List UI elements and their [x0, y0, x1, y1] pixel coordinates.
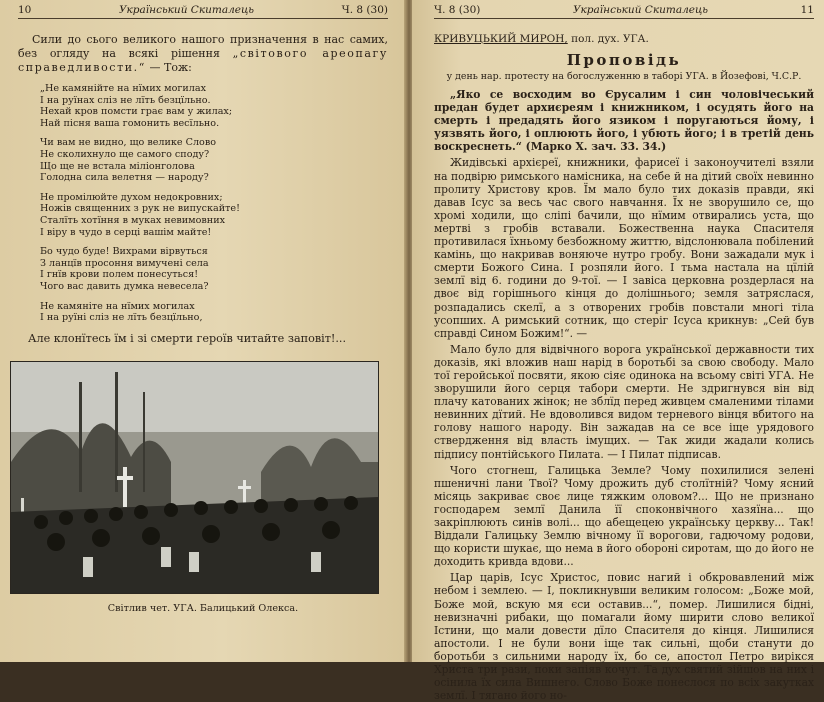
poem-line: Ножів священних з рук не випускайте! [40, 203, 240, 215]
poem-stanza [40, 301, 388, 324]
poem-line: Сталїть хотїння в муках невимовних [40, 214, 226, 226]
poem-stanza [40, 83, 388, 129]
poem-line: Що ще не встала міліонголова [40, 160, 195, 172]
left-issue-number: Ч. 8 (30) [341, 4, 388, 16]
paragraph: Мало було для відвічного ворога української державности тих доказів, які вложив наш нарід в боротьбі за свою свободу. Мало тої геройської посвяти, якою сіяє одинока на всьому світі УГА. Не зворушили його серця табори смерти. Не здригнувся він від плачу катованих жінок; не зблїд перед живцем смаленими тілами невинних дїтий. Не вдоволився видом терневого вінця вбитого на голову нашого народу. Він зажадав на се все іще урядового ствердження від власть імущих. — Так жиди жадали колись підпису понтійського Пилата. — І Пилат підписав. [434, 342, 814, 461]
poem-line: Не камяніте на нїмих могилах [40, 300, 195, 312]
sermon-body [434, 88, 814, 702]
poem-stanza [40, 137, 388, 183]
right-issue-number: Ч. 8 (30) [434, 4, 481, 16]
lead-text: Сили до сього великого нашого призначення в нас самих, без огляду на всякі рішення [18, 33, 388, 60]
poem-line: Бо чудо буде! Вихрами вірвуться [40, 246, 208, 258]
poem-line: І на руїнах сліз не лїть безцїльно. [40, 94, 211, 106]
epigraph: „Яко се восходим во Єрусалим і син чоловічеський предан будет архиєреям і книжником, і осудять його на смерть і предадять його язиком і поругаються йому, і уязвять його, і оплюють його, і убють його; і в третій день воскреснеть.“ (Марко Х. зач. 33. 34.) [434, 88, 814, 154]
poem-line: Чого вас давить думка невесела? [40, 280, 209, 292]
memorial-photo [10, 361, 379, 594]
poem-stanza [40, 246, 388, 292]
poem-line: Нехай кров помсти грає вам у жилах; [40, 106, 233, 118]
left-running-head [18, 4, 388, 19]
sermon-title: Проповідь [566, 51, 682, 69]
author-line [434, 33, 814, 45]
right-page-number: 11 [800, 4, 814, 16]
left-page-number: 10 [18, 4, 32, 16]
author-rank: пол. дух. УГА. [571, 33, 649, 45]
sermon-subtitle: у день нар. протесту на богослуженню в таборі УГА. в Йозефові, Ч.С.Р. [446, 71, 802, 82]
lead-tail: — Тож: [149, 61, 192, 74]
poem-line: Голодна сила велетня — народу? [40, 172, 209, 184]
poem-line: І на руїні сліз не лїть безцїльно, [40, 312, 203, 324]
photo-caption: Світлив чет. УГА. Балицький Олекса. [107, 603, 299, 614]
closing-line: Але клонїтесь їм і зі смерти героїв читайте заповіт!... [28, 331, 347, 345]
poem-line: Не сколихнуло ще самого споду? [40, 148, 210, 160]
author-name: КРИВУЦЬКИЙ МИРОН, [434, 33, 568, 45]
right-journal-title: Український Скиталець [572, 4, 709, 16]
poem-line: І віру в чудо в серці вашім майте! [40, 226, 212, 238]
lead-spaced-text: „світового ареопагу справедливости.“ [18, 47, 388, 74]
poem-line: Чи вам не видно, що велике Слово [40, 137, 217, 149]
poem-line: І гнїв крови полем понесуться! [40, 269, 199, 281]
lead-paragraph [18, 33, 388, 75]
memorial-photo-image [11, 362, 378, 593]
right-page [412, 0, 824, 702]
poem-line: „Не камянійте на нїмих могилах [40, 83, 207, 94]
poem-line: З ланцїв просоння вимучені села [40, 257, 209, 269]
left-journal-title: Український Скиталець [118, 4, 255, 16]
right-running-head [434, 4, 814, 19]
paragraph: Чого стогнеш, Галицька Земле? Чому похилилися зелені пшеничні лани Твої? Чому дрожить дуб столїтній? Чому ясний місяць закриває своє лице тяжким оловом?... Що не признано господарем землї Данила її споконвічного хазяїна... що закріплюють синів волі... що абещецею українську церкву... Так! Віддали Галицьку Землю вічному її ворогови, гадючому родови, що користи шукає, що нема в його обороні сиротам, що до його не доходить кривда вдови... [434, 463, 814, 569]
poem-line: Не промілюйте духом недокровних; [40, 191, 223, 203]
poem-line: Най пісня ваша гомонить весїльно. [40, 117, 220, 129]
paragraph: Жидівські архієреї, книжники, фарисеї і законоучителі взяли на подвірю римського намісника, на себе й на дітий своїх невинно пролиту Христову кров. Їм мало було тих доказів правди, які давав Ісус за весь час свого навчання. Їх не зворушило се, що хромі ходили, що сліпі бачили, що нїмим отвирались уста, що мертві з гробів вставали. Божественна наука Спасителя противилася їхньому безбожному життю, відслонювала побілений камінь, що накривав воняюче нутро гробу. Вони зажадали мук і смерти Божого Сина. І розпяли його. І тьма настала на цїлій землї від 6. години до 9-тої. — І завіса церковна роздерлася на двоє від горішнього кінця до долішнього; земля затряслася, розпадались скелї, а з отворених гробів повстали многі тіла усопших. А римський сотник, що стеріг Ісуса крикнув: „Сей був справді Сином Божим!“. — [434, 156, 814, 340]
poem [40, 83, 388, 324]
poem-stanza [40, 192, 388, 238]
paragraph: Цар царів, Ісус Христос, повис нагий і обкровавлений між небом і землею. — І, покликнувши великим голосом: „Боже мой, Боже мой, вскую мя єси оставив...“, помер. Лишилися бідні, невизначні рибаки, що помагали йому ширити слово великої Істини, що мали довести дїло Спасителя до кінця. Лишилися апостоли. І не були вони іще так сильні, щоби станути до боротьби з сильними народу їх, бо се, апостол Петро вирікся Христа три рази, поки запіяв кочут. Та дух святий зійшов на них і осінила їх сила Вишнего. Слово Боже понеслося по всіх закутках землї. І тягано його но- [434, 571, 814, 702]
